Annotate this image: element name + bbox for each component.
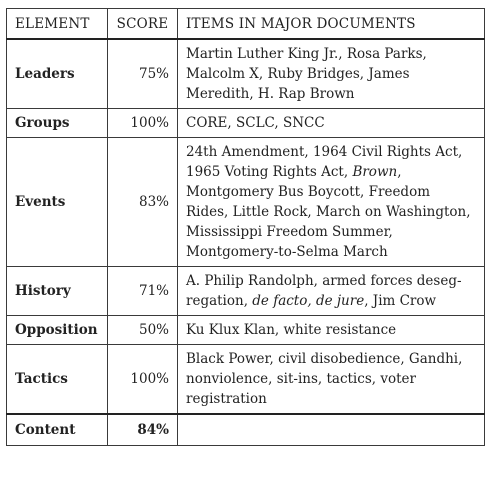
item-text-italic: Brown bbox=[352, 164, 398, 180]
item-text: CORE, SCLC, SNCC bbox=[186, 115, 325, 131]
table-row bbox=[7, 316, 485, 345]
total-row bbox=[7, 414, 485, 446]
row-items bbox=[178, 138, 485, 267]
row-items bbox=[178, 109, 485, 138]
row-element: Events bbox=[7, 138, 108, 267]
row-items bbox=[178, 39, 485, 109]
row-score: 71% bbox=[108, 267, 178, 316]
row-element: Tactics bbox=[7, 345, 108, 415]
table-row bbox=[7, 39, 485, 109]
header-element: ELEMENT bbox=[7, 9, 108, 40]
header-row bbox=[7, 9, 485, 40]
item-text: Martin Luther King Jr., Rosa Parks, Malcolm X, Ruby Bridges, James Meredith, H. Rap Brown bbox=[186, 46, 427, 102]
item-text: , Jim Crow bbox=[364, 293, 437, 309]
item-text: Ku Klux Klan, white resistance bbox=[186, 322, 397, 338]
scoring-table bbox=[6, 8, 485, 446]
row-score: 83% bbox=[108, 138, 178, 267]
row-score: 50% bbox=[108, 316, 178, 345]
header-items: ITEMS IN MAJOR DOCUMENTS bbox=[178, 9, 485, 40]
table-row bbox=[7, 267, 485, 316]
row-element: Opposition bbox=[7, 316, 108, 345]
row-items bbox=[178, 316, 485, 345]
row-items bbox=[178, 267, 485, 316]
item-text: Black Power, civil disobedience, Gandhi, nonviolence, sit-ins, tactics, voter registration bbox=[186, 351, 463, 407]
table-body bbox=[7, 39, 485, 414]
item-text: A. Philip Randolph, armed forces desegregation, bbox=[186, 273, 462, 309]
table-row bbox=[7, 345, 485, 415]
total-items bbox=[178, 414, 485, 446]
table-row bbox=[7, 109, 485, 138]
row-score: 75% bbox=[108, 39, 178, 109]
total-element: Content bbox=[7, 414, 108, 446]
item-text: 24th Amendment, 1964 Civil Rights Act, 1965 Voting Rights Act, bbox=[186, 144, 463, 180]
item-text-italic: de facto, de jure bbox=[252, 293, 365, 309]
item-text: , Montgomery Bus Boycott, Freedom Rides, Little Rock, March on Washington, Mississippi Freedom Summer, Montgomery-to-Selma March bbox=[186, 164, 471, 260]
row-element: History bbox=[7, 267, 108, 316]
table-row bbox=[7, 138, 485, 267]
header-score: SCORE bbox=[108, 9, 178, 40]
row-score: 100% bbox=[108, 109, 178, 138]
row-element: Leaders bbox=[7, 39, 108, 109]
row-items bbox=[178, 345, 485, 415]
row-element: Groups bbox=[7, 109, 108, 138]
total-score: 84% bbox=[108, 414, 178, 446]
row-score: 100% bbox=[108, 345, 178, 415]
